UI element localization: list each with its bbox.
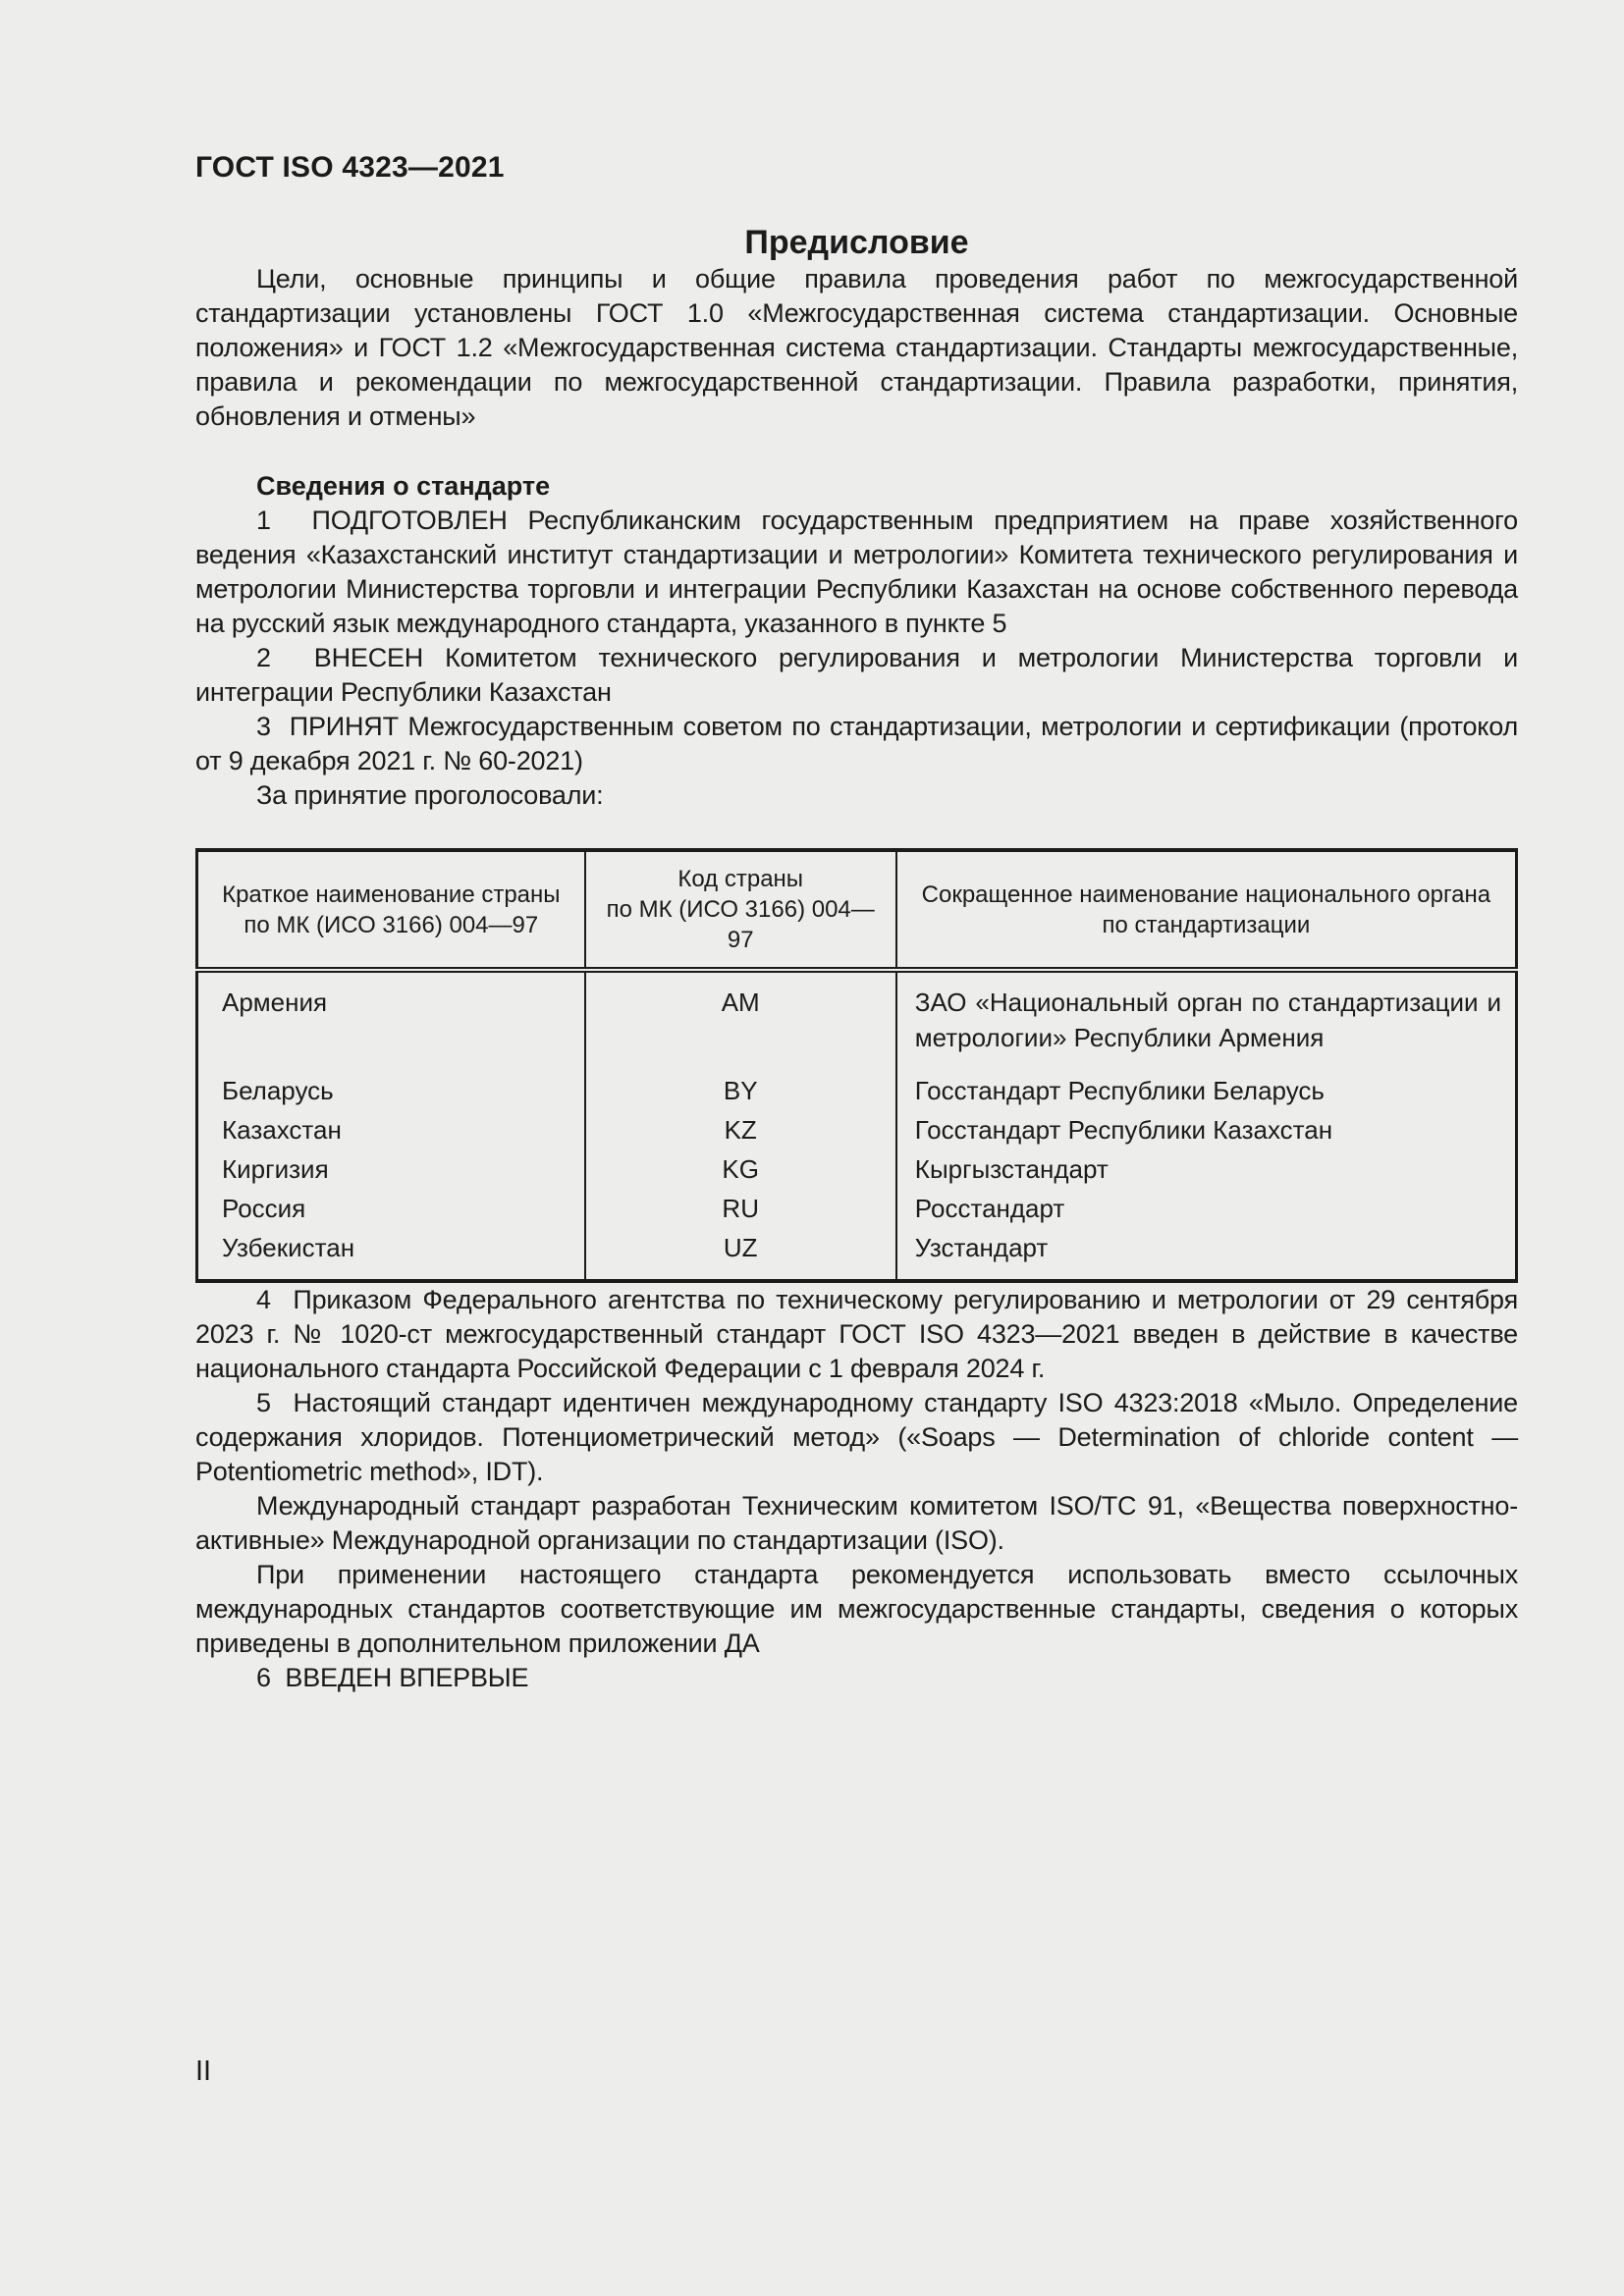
- foreword-item-5-para3: При применении настоящего стандарта рекомендуется использовать вместо ссылочных международных стандартов соответствующие им межгосударственные стандарты, сведения о которых приведены в дополнительном приложении ДА: [195, 1560, 1518, 1658]
- header-org-line2: по стандартизации: [1102, 911, 1311, 938]
- table-header-row: [197, 850, 1517, 970]
- page-number: II: [195, 2056, 212, 2087]
- voting-countries-table: [195, 848, 1518, 1283]
- header-country-line1: Краткое наименование страны: [222, 881, 561, 908]
- foreword-item-4: 4 Приказом Федерального агентства по техническому регулированию и метрологии от 29 сентября 2023 г. № 1020-ст межгосударственный стандарт ГОСТ ISO 4323—2021 введен в действие в качестве национального стандарта Российской Федерации с 1 февраля 2024 г.: [195, 1285, 1518, 1383]
- header-code-line2: по МК (ИСО 3166) 004—97: [606, 896, 875, 953]
- cell-org: Госстандарт Республики Беларусь: [896, 1071, 1517, 1110]
- foreword-item-5-para2: Международный стандарт разработан Техническим комитетом ISO/TC 91, «Вещества поверхностно-активные» Международной организации по стандартизации (ISO).: [195, 1491, 1518, 1555]
- cell-code: UZ: [585, 1228, 896, 1281]
- cell-code: KZ: [585, 1110, 896, 1149]
- cell-org: Госстандарт Республики Казахстан: [896, 1110, 1517, 1149]
- cell-code: RU: [585, 1189, 896, 1228]
- table-row: [197, 970, 1517, 1071]
- table-row: [197, 1149, 1517, 1189]
- cell-country: Киргизия: [197, 1149, 585, 1189]
- table-row: [197, 1110, 1517, 1149]
- foreword-item-5: 5 Настоящий стандарт идентичен международному стандарту ISO 4323:2018 «Мыло. Определение содержания хлоридов. Потенциометрический метод» («Soaps — Determination of chloride content — Potentiometric method», IDT).: [195, 1388, 1518, 1486]
- vote-lead-paragraph: За принятие проголосовали:: [256, 780, 604, 810]
- foreword-item-3: 3 ПРИНЯТ Межгосударственным советом по стандартизации, метрологии и сертификации (протокол от 9 декабря 2021 г. № 60-2021): [195, 712, 1518, 775]
- header-code-line1: Код страны: [677, 866, 804, 892]
- cell-code: BY: [585, 1071, 896, 1110]
- cell-org: Узстандарт: [896, 1228, 1517, 1281]
- header-org-line1: Сокращенное наименование национального органа: [921, 881, 1491, 908]
- page-title: Предисловие: [744, 224, 969, 261]
- table-row: [197, 1189, 1517, 1228]
- cell-country: Казахстан: [197, 1110, 585, 1149]
- cell-org: Росстандарт: [896, 1189, 1517, 1228]
- foreword-item-1: 1 ПОДГОТОВЛЕН Республиканским государственным предприятием на праве хозяйственного ведения «Казахстанский институт стандартизации и метрологии» Комитета технического регулирования и метрологии Министерства торговли и интеграции Республики Казахстан на основе собственного перевода на русский язык международного стандарта, указанного в пункте 5: [195, 506, 1518, 638]
- standard-info-heading: Сведения о стандарте: [256, 471, 551, 501]
- foreword-intro-paragraph: Цели, основные принципы и общие правила проведения работ по межгосударственной стандартизации установлены ГОСТ 1.0 «Межгосударственная система стандартизации. Основные положения» и ГОСТ 1.2 «Межгосударственная система стандартизации. Стандарты межгосударственные, правила и рекомендации по межгосударственной стандартизации. Правила разработки, принятия, обновления и отмены»: [195, 264, 1518, 431]
- cell-org: Кыргызстандарт: [896, 1149, 1517, 1189]
- cell-code: KG: [585, 1149, 896, 1189]
- table-header-country: [197, 850, 585, 970]
- cell-country: Армения: [197, 970, 585, 1071]
- header-country-line2: по МК (ИСО 3166) 004—97: [244, 911, 539, 938]
- cell-country: Россия: [197, 1189, 585, 1228]
- foreword-item-6: 6 ВВЕДЕН ВПЕРВЫЕ: [256, 1663, 529, 1692]
- page-content: [195, 151, 1518, 1695]
- cell-code: AM: [585, 970, 896, 1071]
- table-row: [197, 1228, 1517, 1281]
- document-code: ГОСТ ISO 4323—2021: [195, 151, 505, 184]
- cell-country: Узбекистан: [197, 1228, 585, 1281]
- foreword-item-2: 2 ВНЕСЕН Комитетом технического регулирования и метрологии Министерства торговли и интеграции Республики Казахстан: [195, 643, 1518, 707]
- table-row: [197, 1071, 1517, 1110]
- table-header-org: [896, 850, 1517, 970]
- cell-org: ЗАО «Национальный орган по стандартизации и метрологии» Республики Армения: [896, 970, 1517, 1071]
- cell-country: Беларусь: [197, 1071, 585, 1110]
- table-header-code: [585, 850, 896, 970]
